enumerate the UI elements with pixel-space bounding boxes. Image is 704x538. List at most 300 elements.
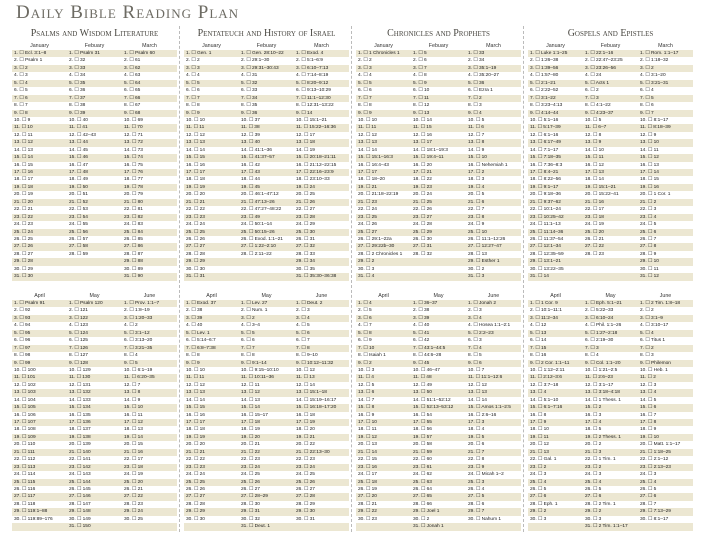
reading-entry[interactable] [294,523,349,530]
reading-entry[interactable]: 5. ☐ Acts 1 [585,80,610,86]
reading-entry[interactable]: 23. ☐ 23 [186,214,205,220]
reading-entry[interactable]: 19. ☐ 10 [640,434,659,440]
reading-entry[interactable]: 9. ☐ 13 [413,110,430,116]
reading-entry[interactable]: 27. ☐ 29:22b–30 [358,244,395,250]
reading-entry[interactable]: 8. ☐ 9–10 [296,353,318,359]
reading-entry[interactable]: 3. ☐ 6:10–24 [585,315,614,321]
reading-entry[interactable]: 11. ☐ 2:6–23 [585,375,613,381]
reading-entry[interactable]: 31. ☐ 14 [530,274,549,280]
reading-entry[interactable]: 1. ☐ Luke 1:1–25 [530,51,568,56]
reading-entry[interactable]: 21. ☐ 80 [124,199,143,205]
reading-entry[interactable]: 13. ☐ 6:17–49 [530,140,561,146]
reading-entry[interactable]: 15. ☐ 14 [241,405,260,411]
reading-entry[interactable]: 26. ☐ 29:1–22a [358,236,392,242]
reading-entry[interactable]: 14. ☐ 14 [358,147,377,153]
reading-entry[interactable]: 11. ☐ 2:12–3:6 [530,375,562,381]
reading-entry[interactable]: 9. ☐ 8 [14,110,28,116]
reading-entry[interactable]: 5. ☐ 32 [241,80,258,86]
reading-entry[interactable]: 8. ☐ 8 [358,103,372,109]
reading-entry[interactable]: 1. ☐ Jonah 2 [468,301,497,306]
reading-entry[interactable]: 24. ☐ 24 [186,222,205,228]
reading-entry[interactable]: 2. ☐ 61 [124,58,141,64]
reading-entry[interactable]: 7. ☐ 4 [468,345,482,351]
reading-entry[interactable]: 4. ☐ Phil. 1:1–26 [585,323,622,329]
reading-entry[interactable]: 29. ☐ 2 [358,259,375,265]
reading-entry[interactable]: 3. ☐ 6 [358,315,372,321]
reading-entry[interactable]: 9. ☐ 7 [640,110,654,116]
reading-entry[interactable]: 6. ☐ 2:22–52 [530,88,559,94]
reading-entry[interactable]: 12. ☐ 3:1–17 [585,382,614,388]
reading-entry[interactable]: 19. ☐ 16 [640,184,659,190]
reading-entry[interactable]: 31. ☐ 30 [14,274,33,280]
reading-entry[interactable]: 17. ☐ 21 [413,170,432,175]
reading-entry[interactable]: 9. ☐ 5 [124,360,138,366]
reading-entry[interactable]: 11. ☐ 15 [413,125,432,131]
reading-entry[interactable]: 8. ☐ 8 [186,103,200,109]
reading-entry[interactable]: 16. ☐ 42 [241,162,260,168]
reading-entry[interactable]: 30. ☐ 35 [296,266,315,272]
reading-entry[interactable]: 24. ☐ 26 [358,222,377,228]
reading-entry[interactable]: 16. ☐ 7 [640,412,657,418]
reading-entry[interactable]: 29. ☐ 119:1–88 [14,509,48,515]
reading-entry[interactable]: 9. ☐ 4:23–37 [585,110,614,116]
reading-entry[interactable]: 15. ☐ 15 [186,155,205,161]
reading-entry[interactable]: 11. ☐ 130 [69,375,91,381]
reading-entry[interactable]: 25. ☐ 30 [296,229,315,235]
reading-entry[interactable]: 4. ☐ 5 [296,323,310,329]
reading-entry[interactable]: 2. ☐ 2 [186,58,200,64]
reading-entry[interactable]: 6. ☐ 5:14–6:7 [186,338,216,344]
reading-entry[interactable]: 14. ☐ 14 [186,397,205,403]
reading-entry[interactable]: 22. ☐ 81 [124,207,143,213]
reading-entry[interactable]: 2. ☐ 5 [358,308,372,314]
reading-entry[interactable]: 1. ☐ Psalm 91 [14,301,45,306]
reading-entry[interactable]: 29. ☐ 2 [585,509,602,515]
reading-entry[interactable] [12,523,67,530]
reading-entry[interactable]: 18. ☐ 44 [241,177,260,183]
reading-entry[interactable]: 2. ☐ Psalm 1 [14,58,43,64]
reading-entry[interactable]: 8. ☐ 8 [186,353,200,359]
reading-entry[interactable]: 9. ☐ 9 [186,110,200,116]
reading-entry[interactable]: 20. ☐ 139 [69,442,91,448]
reading-entry[interactable]: 7. ☐ 34 [241,95,258,101]
reading-entry[interactable]: 28. ☐ 12:35–59 [530,251,564,257]
reading-entry[interactable]: 24. ☐ Micah 1–2 [468,472,504,478]
reading-entry[interactable]: 19. ☐ 45 [241,184,260,190]
reading-entry[interactable]: 14. ☐ 13 [14,147,33,153]
reading-entry[interactable]: 4. ☐ 3:10–17 [640,323,669,329]
reading-entry[interactable]: 8. ☐ 67 [124,103,141,109]
reading-entry[interactable]: 16. ☐ 54 [413,412,432,418]
reading-entry[interactable]: 9. ☐ 99 [14,360,31,366]
reading-entry[interactable]: 7. ☐ 6:8–7:38 [186,345,216,351]
reading-entry[interactable]: 5. ☐ 3:21–31 [640,80,669,86]
reading-entry[interactable]: 3. ☐ 3:1–9 [640,315,663,321]
reading-entry[interactable]: 29. ☐ 148 [69,509,91,515]
reading-entry[interactable]: 1. ☐ Lev. 27 [241,301,268,306]
reading-entry[interactable]: 4. ☐ 35:20–27 [468,73,499,79]
reading-entry[interactable] [67,266,122,273]
reading-entry[interactable]: 17. ☐ 43 [241,170,260,175]
reading-entry[interactable]: 30. ☐ Nahum 1 [468,516,502,522]
reading-entry[interactable]: 10. ☐ 69 [124,117,143,123]
reading-entry[interactable]: 9. ☐ 45 [413,360,430,366]
reading-entry[interactable]: 3. ☐ 33 [69,65,86,71]
reading-entry[interactable]: 26. ☐ 57 [69,236,88,242]
reading-entry[interactable]: 10. ☐ 9:15–10:10 [241,367,279,373]
reading-entry[interactable]: 3. ☐ 6:10–7:13 [296,65,329,71]
reading-entry[interactable]: 26. ☐ 7 [640,236,657,242]
reading-entry[interactable]: 17. ☐ 3 [468,420,485,425]
reading-entry[interactable]: 1. ☐ Gen. 28:10–22 [241,51,284,56]
reading-entry[interactable]: 11. ☐ 101 [14,375,36,381]
reading-entry[interactable]: 27. ☐ 12:1–34 [530,244,561,250]
reading-entry[interactable]: 17. ☐ 19 [296,420,315,425]
reading-entry[interactable]: 18. ☐ 10 [530,427,549,433]
reading-entry[interactable]: 20. ☐ 1 Cor. 1 [640,192,671,198]
reading-entry[interactable]: 5. ☐ 36 [468,80,485,86]
reading-entry[interactable]: 18. ☐ 5 [585,427,602,433]
reading-entry[interactable]: 21. ☐ 3 [585,449,602,455]
reading-entry[interactable]: 21. ☐ 22 [241,449,260,455]
reading-entry[interactable]: 10. ☐ 46–47 [413,367,440,373]
reading-entry[interactable]: 28. ☐ 9 [640,251,657,257]
reading-entry[interactable]: 16. ☐ 106 [14,412,36,418]
reading-entry[interactable]: 13. ☐ 15:1–18 [296,390,327,396]
reading-entry[interactable]: 24. ☐ 3 [530,472,547,478]
reading-entry[interactable]: 22. ☐ 23 [241,457,260,463]
reading-entry[interactable]: 18. ☐ 9 [640,427,657,433]
reading-entry[interactable]: 28. ☐ 7 [640,501,657,507]
reading-entry[interactable]: 7. ☐ 15 [530,345,547,351]
reading-entry[interactable]: 6. ☐ 6 [241,338,255,344]
reading-entry[interactable]: 26. ☐ 145 [69,486,91,492]
reading-entry[interactable]: 24. ☐ 25 [241,472,260,478]
reading-entry[interactable]: 20. ☐ 20 [186,442,205,448]
reading-entry[interactable]: 4. ☐ 1:57–80 [530,73,559,79]
reading-entry[interactable]: 1. ☐ Eph. 5:1–21 [585,301,622,306]
reading-entry[interactable]: 24. ☐ 29 [296,222,315,228]
reading-entry[interactable]: 13. ☐ 4 [640,390,657,396]
reading-entry[interactable]: 12. ☐ 12 [186,382,205,388]
reading-entry[interactable]: 23. ☐ 113 [14,464,36,470]
reading-entry[interactable]: 24. ☐ 19 [585,222,604,228]
reading-entry[interactable]: 22. ☐ 141 [69,457,91,463]
reading-entry[interactable]: 12. ☐ 9 [640,132,657,138]
reading-entry[interactable]: 15. ☐ 8 [358,405,375,411]
reading-entry[interactable]: 28. ☐ 13 [468,251,487,257]
reading-entry[interactable]: 29. ☐ 2 [530,509,547,515]
reading-entry[interactable]: 10. ☐ 3 [358,367,375,373]
reading-entry[interactable]: 18. ☐ 108 [14,427,36,433]
reading-entry[interactable]: 27. ☐ 6 [530,494,547,500]
reading-entry[interactable]: 14. ☐ 18:1–19:3 [413,147,448,153]
reading-entry[interactable]: 15. ☐ 52:13–53:12 [413,405,454,411]
reading-entry[interactable]: 19. ☐ 2 Thess. 1 [585,434,621,440]
reading-entry[interactable] [184,523,239,530]
reading-entry[interactable]: 14. ☐ 15:19–16:17 [296,397,337,403]
reading-entry[interactable]: 4. ☐ 3–4 [241,323,260,329]
reading-entry[interactable]: 13. ☐ 50 [413,390,432,396]
reading-entry[interactable]: 15. ☐ 6:1–7:16 [530,405,563,411]
reading-entry[interactable]: 12. ☐ 5 [358,382,375,388]
reading-entry[interactable]: 25. ☐ 26 [241,479,260,485]
reading-entry[interactable]: 22. ☐ 22 [186,207,205,213]
reading-entry[interactable] [638,523,693,530]
reading-entry[interactable]: 22. ☐ 7 [468,207,485,213]
reading-entry[interactable]: 9. ☐ 14 [296,110,313,116]
reading-entry[interactable]: 20. ☐ 22 [296,442,315,448]
reading-entry[interactable]: 19. ☐ 23 [413,184,432,190]
reading-entry[interactable]: 9. ☐ Philemon [640,360,671,366]
reading-entry[interactable]: 16. ☐ 11 [124,412,143,418]
reading-entry[interactable]: 20. ☐ 12 [530,442,549,448]
reading-entry[interactable]: 30. ☐ 119:89–176 [14,516,53,522]
reading-entry[interactable]: 5. ☐ 4 [14,80,28,86]
reading-entry[interactable]: 16. ☐ 18 [296,412,315,418]
reading-entry[interactable]: 28. ☐ 6 [468,501,485,507]
reading-entry[interactable]: 21. ☐ 47:13–26 [241,199,275,205]
reading-entry[interactable]: 27. ☐ 28 [296,494,315,500]
reading-entry[interactable]: 12. ☐ 11 [241,382,260,388]
reading-entry[interactable]: 12. ☐ 3:7–18 [530,382,559,388]
reading-entry[interactable]: 15. ☐ 134 [69,405,91,411]
reading-entry[interactable]: 3. ☐ 1:39–56 [530,65,559,71]
reading-entry[interactable]: 22. ☐ 27 [296,207,315,213]
reading-entry[interactable] [67,258,122,265]
reading-entry[interactable]: 19. ☐ 9:1–17 [530,184,559,190]
reading-entry[interactable]: 25. ☐ 6 [640,229,657,235]
reading-entry[interactable]: 26. ☐ 116 [14,486,36,492]
reading-entry[interactable]: 6. ☐ 65 [124,88,141,94]
reading-entry[interactable]: 3. ☐ 23:26–56 [585,65,616,71]
reading-entry[interactable]: 13. ☐ 4 [530,390,547,396]
reading-entry[interactable]: 6. ☐ 4 [640,88,654,94]
reading-entry[interactable]: 12. ☐ 12 [358,132,377,138]
reading-entry[interactable]: 27. ☐ 12:27–47 [468,244,502,250]
reading-entry[interactable]: 18. ☐ 17 [14,177,33,183]
reading-entry[interactable]: 25. ☐ 29 [413,229,432,235]
reading-entry[interactable]: 17. ☐ 12 [124,420,143,425]
reading-entry[interactable]: 5. ☐ 1:27–2:18 [585,330,618,336]
reading-entry[interactable]: 11. ☐ 4 [358,375,374,381]
reading-entry[interactable]: 5. ☐ Lev. 1 [186,330,210,336]
reading-entry[interactable] [411,273,466,280]
reading-entry[interactable]: 14. ☐ 51:1–52:12 [413,397,451,403]
reading-entry[interactable]: 25. ☐ 25 [186,479,205,485]
reading-entry[interactable]: 25. ☐ 56 [69,229,88,235]
reading-entry[interactable]: 9. ☐ 2 [358,360,372,366]
reading-entry[interactable]: 16. ☐ 8 [530,412,547,418]
reading-entry[interactable]: 18. ☐ 77 [124,177,143,183]
reading-entry[interactable]: 18. ☐ 18 [186,427,205,433]
reading-entry[interactable]: 1. ☐ 22:1–16 [585,51,614,56]
reading-entry[interactable]: 24. ☐ 24 [186,472,205,478]
reading-entry[interactable]: 18. ☐ 49 [69,177,88,183]
reading-entry[interactable]: 5. ☐ 124 [69,330,88,336]
reading-entry[interactable]: 10. ☐ 12 [296,367,315,373]
reading-entry[interactable]: 22. ☐ 1 Tim. 1 [585,457,616,463]
reading-entry[interactable]: 15. ☐ 16:18–17:20 [296,405,337,411]
reading-entry[interactable]: 25. ☐ 10 [468,229,487,235]
reading-entry[interactable]: 10. ☐ 10 [186,117,205,123]
reading-entry[interactable]: 26. ☐ Exod. 1:1–21 [241,236,283,242]
reading-entry[interactable]: 22. ☐ 112 [14,457,36,463]
reading-entry[interactable]: 16. ☐ 13 [640,162,659,168]
reading-entry[interactable]: 18. ☐ 18 [186,177,205,183]
reading-entry[interactable]: 28. ☐ 59 [69,251,88,257]
reading-entry[interactable]: 13. ☐ 17 [413,140,432,146]
reading-entry[interactable]: 25. ☐ 24 [14,229,33,235]
reading-entry[interactable]: 23. ☐ 27 [413,214,432,220]
reading-entry[interactable]: 7. ☐ 7 [241,345,255,351]
reading-entry[interactable]: 28. ☐ 2 Chronicles 1 [358,251,403,257]
reading-entry[interactable]: 26. ☐ 21 [585,236,604,242]
reading-entry[interactable]: 3. ☐ 2 [14,65,28,71]
reading-entry[interactable]: 11. ☐ 6:20–35 [124,375,155,381]
reading-entry[interactable]: 19. ☐ 12 [358,434,377,440]
reading-entry[interactable]: 7. ☐ 11 [413,95,429,101]
reading-entry[interactable]: 21. ☐ 20 [14,199,33,205]
reading-entry[interactable]: 3. ☐ 4 [296,315,310,321]
reading-entry[interactable]: 24. ☐ 25 [296,472,315,478]
reading-entry[interactable]: 27. ☐ 20 [358,494,377,500]
reading-entry[interactable]: 3. ☐ 4 [468,315,482,321]
reading-entry[interactable] [239,258,294,265]
reading-entry[interactable]: 28. ☐ 28 [186,501,205,507]
reading-entry[interactable]: 3. ☐ 35:1–19 [468,65,497,71]
reading-entry[interactable]: 26. ☐ 21 [124,486,143,492]
reading-entry[interactable]: 15. ☐ 46 [69,155,88,161]
reading-entry[interactable]: 17. ☐ 9 [530,420,547,425]
reading-entry[interactable]: 25. ☐ 27 [358,229,377,235]
reading-entry[interactable]: 14. ☐ 73 [124,147,143,153]
reading-entry[interactable]: 17. ☐ 16 [14,170,33,175]
reading-entry[interactable]: 1. ☐ Psalm 120 [69,301,103,306]
reading-entry[interactable]: 17. ☐ 10 [358,420,377,425]
reading-entry[interactable]: 9. ☐ 9 [358,110,372,116]
reading-entry[interactable]: 27. ☐ 31 [413,244,432,250]
reading-entry[interactable]: 17. ☐ 17 [186,170,205,175]
reading-entry[interactable]: 22. ☐ 60 [413,457,432,463]
reading-entry[interactable]: 18. ☐ 20 [296,427,315,433]
reading-entry[interactable]: 26. ☐ 26 [186,236,205,242]
reading-entry[interactable]: 2. ☐ 38 [186,308,203,314]
reading-entry[interactable]: 7. ☐ 37 [69,95,86,101]
reading-entry[interactable]: 29. ☐ 29 [186,509,205,515]
reading-entry[interactable]: 15. ☐ 14 [14,155,33,161]
reading-entry[interactable]: 5. ☐ 6 [296,330,310,336]
reading-entry[interactable]: 16. ☐ 135 [69,412,91,418]
reading-entry[interactable]: 8. ☐ 8 [241,353,255,359]
reading-entry[interactable]: 23. ☐ 2:13–23 [640,464,671,470]
reading-entry[interactable]: 18. ☐ 19 [241,427,260,433]
reading-entry[interactable]: 12. ☐ 39 [241,132,260,138]
reading-entry[interactable]: 15. ☐ 6 [640,405,657,411]
reading-entry[interactable]: 10. ☐ 9 [14,117,31,123]
reading-entry[interactable]: 30. ☐ 89 [124,266,143,272]
reading-entry[interactable]: 25. ☐ 4 [585,479,602,485]
reading-entry[interactable]: 8. ☐ 4 [124,353,138,359]
reading-entry[interactable]: 23. ☐ 23 [186,464,205,470]
reading-entry[interactable]: 21. ☐ 59 [413,449,432,455]
reading-entry[interactable]: 14. ☐ 133 [69,397,91,403]
reading-entry[interactable]: 26. ☐ 5 [640,486,657,492]
reading-entry[interactable]: 12. ☐ 71 [124,132,143,138]
reading-entry[interactable]: 29. ☐ 28 [14,259,33,265]
reading-entry[interactable]: 8. ☐ 3 [640,353,654,359]
reading-entry[interactable]: 23. ☐ 28 [296,214,315,220]
reading-entry[interactable]: 8. ☐ 12:31–13:22 [296,103,334,109]
reading-entry[interactable]: 30. ☐ 149 [69,516,91,522]
reading-entry[interactable]: 13. ☐ 44 [69,140,88,146]
reading-entry[interactable]: 29. ☐ 88 [124,259,143,265]
reading-entry[interactable]: 8. ☐ Isaiah 1 [358,353,386,359]
reading-entry[interactable]: 12. ☐ 14 [296,382,315,388]
reading-entry[interactable]: 23. ☐ 2 [530,464,547,470]
reading-entry[interactable]: 10. ☐ 100 [14,367,36,373]
reading-entry[interactable]: 17. ☐ 17 [358,170,377,175]
reading-entry[interactable]: 8. ☐ 4:1–22 [585,103,611,109]
reading-entry[interactable]: 10. ☐ 5 [468,117,485,123]
reading-entry[interactable]: 25. ☐ 4 [530,479,547,485]
reading-entry[interactable]: 29. ☐ Joel 1 [413,509,440,515]
reading-entry[interactable]: 12. ☐ 17 [296,132,315,138]
reading-entry[interactable]: 12. ☐ 7 [468,132,485,138]
reading-entry[interactable]: 10. ☐ 5:1–16 [530,117,559,123]
reading-entry[interactable] [466,523,521,530]
reading-entry[interactable]: 3. ☐ 7 [413,65,427,71]
reading-entry[interactable]: 13. ☐ 6 [358,390,375,396]
reading-entry[interactable]: 14. ☐ 5:1–10 [530,397,559,403]
reading-entry[interactable]: 10. ☐ 6:1–19 [124,367,153,373]
reading-entry[interactable]: 7. ☐ 126 [69,345,88,351]
reading-entry[interactable]: 2. ☐ 5:1–6:9 [296,58,323,64]
reading-entry[interactable]: 30. ☐ 32 [241,516,260,522]
reading-entry[interactable]: 23. ☐ 18 [585,214,604,220]
reading-entry[interactable]: 19. ☐ 14 [124,434,143,440]
reading-entry[interactable]: 4. ☐ 63 [124,73,141,79]
reading-entry[interactable]: 7. ☐ 11:1–12:30 [296,95,331,101]
reading-entry[interactable]: 14. ☐ 9 [124,397,141,403]
reading-entry[interactable]: 29. ☐ 34 [296,259,315,265]
reading-entry[interactable]: 8. ☐ 5 [468,353,482,359]
reading-entry[interactable]: 16. ☐ 2:6–16 [468,412,497,418]
reading-entry[interactable]: 17. ☐ 8 [640,420,657,425]
reading-entry[interactable]: 31. ☐ 90 [124,274,143,280]
reading-entry[interactable]: 16. ☐ 47 [69,162,88,168]
reading-entry[interactable]: 10. ☐ 10 [186,367,205,373]
reading-entry[interactable]: 30. ☐ 2 [468,266,485,272]
reading-entry[interactable]: 7. ☐ 2 [468,95,482,101]
reading-entry[interactable]: 16. ☐ 16:4–43 [358,162,389,168]
reading-entry[interactable]: 21. ☐ 26 [296,199,315,205]
reading-entry[interactable]: 27. ☐ 5 [468,494,485,500]
reading-entry[interactable]: 29. ☐ 7 [468,509,485,515]
reading-entry[interactable]: 30. ☐ 30 [186,516,205,522]
reading-entry[interactable] [583,266,638,273]
reading-entry[interactable]: 11. ☐ 48 [413,375,432,381]
reading-entry[interactable]: 8. ☐ 38 [69,103,86,109]
reading-entry[interactable]: 16. ☐ 15–17 [241,412,268,418]
reading-entry[interactable]: 21. ☐ 23 [358,199,377,205]
reading-entry[interactable]: 2. ☐ 29:1–30 [241,58,270,64]
reading-entry[interactable]: 1. ☐ 5 [413,51,427,56]
reading-entry[interactable]: 13. ☐ 40 [241,140,260,146]
reading-entry[interactable]: 2. ☐ 3 [296,308,310,314]
reading-entry[interactable]: 12. ☐ 12 [468,382,487,388]
reading-entry[interactable]: 30. ☐ 2 [413,516,430,522]
